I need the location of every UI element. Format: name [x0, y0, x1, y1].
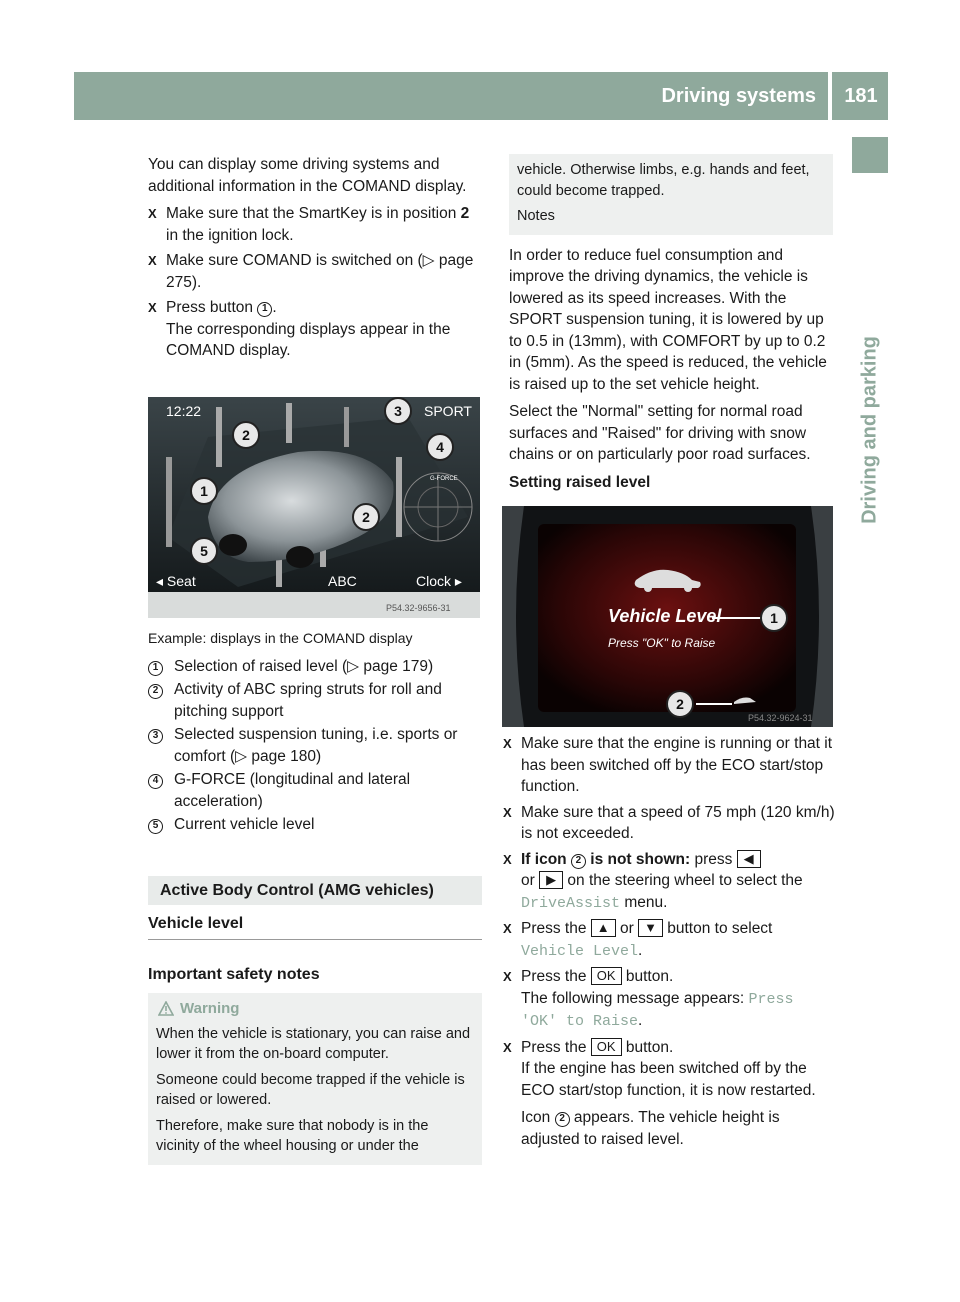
- step-text: .: [638, 1012, 643, 1029]
- step-text: Press the: [521, 920, 591, 937]
- warning-text: vehicle. Otherwise limbs, e.g. hands and feet, could become trapped.: [517, 162, 810, 199]
- figure-sport-label: SPORT: [424, 403, 472, 419]
- step-arrow-icon: X: [503, 804, 512, 820]
- step-text: button to select: [662, 920, 773, 937]
- legend-item: [148, 724, 482, 767]
- instrument-cluster-figure: [502, 506, 833, 727]
- right-column: [509, 154, 833, 499]
- left-column: [148, 154, 482, 366]
- figure-code: P54.32-9624-31: [748, 713, 813, 723]
- figure-gforce-label: G-FORCE: [430, 476, 458, 482]
- legend-item: [148, 656, 482, 678]
- step-text: Make sure that a speed of 75 mph (120 km/h) is not exceeded.: [521, 803, 835, 842]
- left-column-lower: [148, 628, 482, 1165]
- step-arrow-icon: X: [503, 1039, 512, 1055]
- callout-number-icon: 5: [148, 819, 163, 834]
- legend-text: Current vehicle level: [174, 816, 315, 833]
- notes-label: Notes: [517, 208, 555, 224]
- warning-text: When the vehicle is stationary, you can raise and lower it from the on-board computer.: [156, 1025, 471, 1062]
- step-text: Press button: [166, 299, 258, 316]
- step-result: Icon: [521, 1109, 555, 1126]
- figure-callout-2-second: 2: [352, 503, 380, 531]
- figure-callout-4: 4: [426, 433, 454, 461]
- header-separator: [828, 72, 832, 120]
- step-bold: If icon: [521, 850, 571, 868]
- legend-item: [148, 814, 482, 836]
- step-item: [503, 1037, 835, 1151]
- right-arrow-key-icon: ▶: [539, 871, 563, 889]
- step-text: menu.: [620, 893, 668, 911]
- step-arrow-icon: X: [503, 969, 512, 984]
- callout-number-icon: 2: [555, 1112, 570, 1127]
- step-item: [148, 203, 482, 246]
- right-column-steps: [503, 733, 835, 1154]
- figure-callout-5: 5: [190, 537, 218, 565]
- display-text: Press 'OK' to Raise: [521, 990, 794, 1030]
- figure-code: P54.32-9656-31: [386, 603, 451, 613]
- ok-key-icon: OK: [591, 1038, 622, 1056]
- subsection-heading-safety: Important safety notes: [148, 965, 320, 983]
- callout-number-icon: 1: [148, 661, 163, 676]
- step-text: Make sure COMAND is switched on (▷ page 275).: [166, 252, 474, 291]
- step-bold: 2: [460, 205, 470, 222]
- step-arrow-icon: X: [148, 206, 157, 221]
- warning-text: Someone could become trapped if the vehicle is raised or lowered.: [156, 1071, 465, 1108]
- step-arrow-icon: X: [148, 253, 157, 268]
- procedure-heading: Setting raised level: [509, 473, 651, 491]
- step-text: Make sure that the SmartKey is in position: [166, 205, 461, 222]
- display-text: Vehicle Level: [521, 942, 639, 960]
- step-text: on the steering wheel to select the: [563, 872, 803, 889]
- legend-text: Activity of ABC spring struts for roll and pitching support: [174, 681, 442, 720]
- legend-text: G-FORCE (longitudinal and lateral acceleration): [174, 771, 411, 810]
- warning-box-continued: [509, 154, 833, 235]
- legend-item: [148, 679, 482, 722]
- step-text: press: [690, 850, 737, 868]
- step-text: or: [521, 872, 540, 889]
- figure-callout-1: 1: [760, 604, 788, 632]
- body-paragraph: In order to reduce fuel consumption and improve the driving dynamics, the vehicle is lowered as its speed increases. With the SPORT suspension tuning, it is lowered by up to 0.5 in (13mm), with COMFORT by up to 0.2 in (5mm). As the speed is reduced, the vehicle is raised up to the set vehicle height.: [509, 246, 827, 393]
- ok-key-icon: OK: [591, 967, 622, 985]
- up-arrow-key-icon: ▲: [591, 919, 616, 937]
- step-item: [148, 297, 482, 362]
- figure-clock-time: 12:22: [166, 403, 202, 419]
- side-chapter-label: Driving and parking: [858, 336, 881, 524]
- callout-number-icon: 3: [148, 729, 163, 744]
- figure-vehicle-level-title: Vehicle Level: [608, 606, 722, 626]
- step-result: The following message appears:: [521, 989, 749, 1007]
- step-text: or: [615, 920, 639, 937]
- warning-triangle-icon: [158, 1001, 174, 1016]
- left-arrow-key-icon: ◀: [737, 850, 761, 868]
- step-item: [503, 918, 835, 962]
- step-result: If the engine has been switched off by the ECO start/stop function, it is now restarted.: [521, 1060, 816, 1099]
- step-text: Make sure that the engine is running or that it has been switched off by the ECO start/stop function.: [521, 735, 833, 795]
- step-item: [503, 733, 835, 798]
- step-bold: is not shown:: [585, 850, 691, 868]
- down-arrow-key-icon: ▼: [638, 919, 663, 937]
- step-text: button.: [621, 1038, 674, 1056]
- side-chapter-tab: [852, 190, 888, 670]
- legend-text: Selected suspension tuning, i.e. sports or comfort (▷ page 180): [174, 726, 458, 765]
- step-text: in the ignition lock.: [166, 226, 294, 244]
- page-number: 181: [844, 85, 878, 107]
- section-heading: Active Body Control (AMG vehicles): [148, 876, 482, 906]
- callout-number-icon: 2: [571, 854, 586, 869]
- step-item: [503, 802, 835, 845]
- display-text: DriveAssist: [521, 894, 621, 912]
- step-text: Press the: [521, 1038, 591, 1056]
- legend-text: Selection of raised level (▷ page 179): [174, 657, 434, 675]
- figure-seat-label: ◂ Seat: [156, 573, 196, 589]
- figure-legend: [148, 656, 482, 836]
- step-arrow-icon: X: [503, 921, 512, 936]
- body-paragraph: Select the "Normal" setting for normal road surfaces and "Raised" for driving with snow chains or on particularly poor road surfaces.: [509, 403, 811, 463]
- step-result: appears. The vehicle height is adjusted to raised level.: [521, 1109, 780, 1148]
- callout-number-icon: 4: [148, 774, 163, 789]
- figure-caption: Example: displays in the COMAND display: [148, 630, 413, 646]
- step-text: .: [272, 299, 277, 316]
- comand-display-figure: [148, 397, 480, 618]
- intro-paragraph: You can display some driving systems and additional information in the COMAND display.: [148, 156, 467, 195]
- figure-callout-2: 2: [666, 690, 694, 718]
- subsection-heading: Vehicle level: [148, 913, 482, 940]
- step-item: [503, 849, 835, 915]
- side-tab-marker: [852, 137, 888, 173]
- legend-item: [148, 769, 482, 812]
- callout-number-icon: 2: [148, 684, 163, 699]
- step-text: .: [638, 941, 643, 959]
- figure-callout-3: 3: [384, 397, 412, 425]
- warning-title-text: Warning: [180, 1000, 240, 1017]
- page-section-title: Driving systems: [661, 85, 816, 107]
- step-item: [503, 966, 835, 1033]
- step-result: The corresponding displays appear in the COMAND display.: [166, 320, 451, 359]
- figure-clock-label: Clock ▸: [416, 573, 462, 589]
- warning-title: [156, 999, 474, 1020]
- callout-number-icon: 1: [257, 302, 272, 317]
- step-text: button.: [621, 968, 674, 985]
- figure-callout-2: 2: [232, 421, 260, 449]
- step-arrow-icon: X: [503, 736, 512, 751]
- step-arrow-icon: X: [148, 300, 157, 315]
- step-item: [148, 250, 482, 293]
- figure-abc-label: ABC: [328, 573, 357, 589]
- step-arrow-icon: X: [503, 851, 512, 867]
- figure-callout-1: 1: [190, 477, 218, 505]
- step-text: Press the: [521, 968, 591, 985]
- figure-press-ok-text: Press "OK" to Raise: [608, 636, 716, 650]
- warning-text: Therefore, make sure that nobody is in the vicinity of the wheel housing or under the: [156, 1117, 429, 1154]
- warning-box: [148, 993, 482, 1165]
